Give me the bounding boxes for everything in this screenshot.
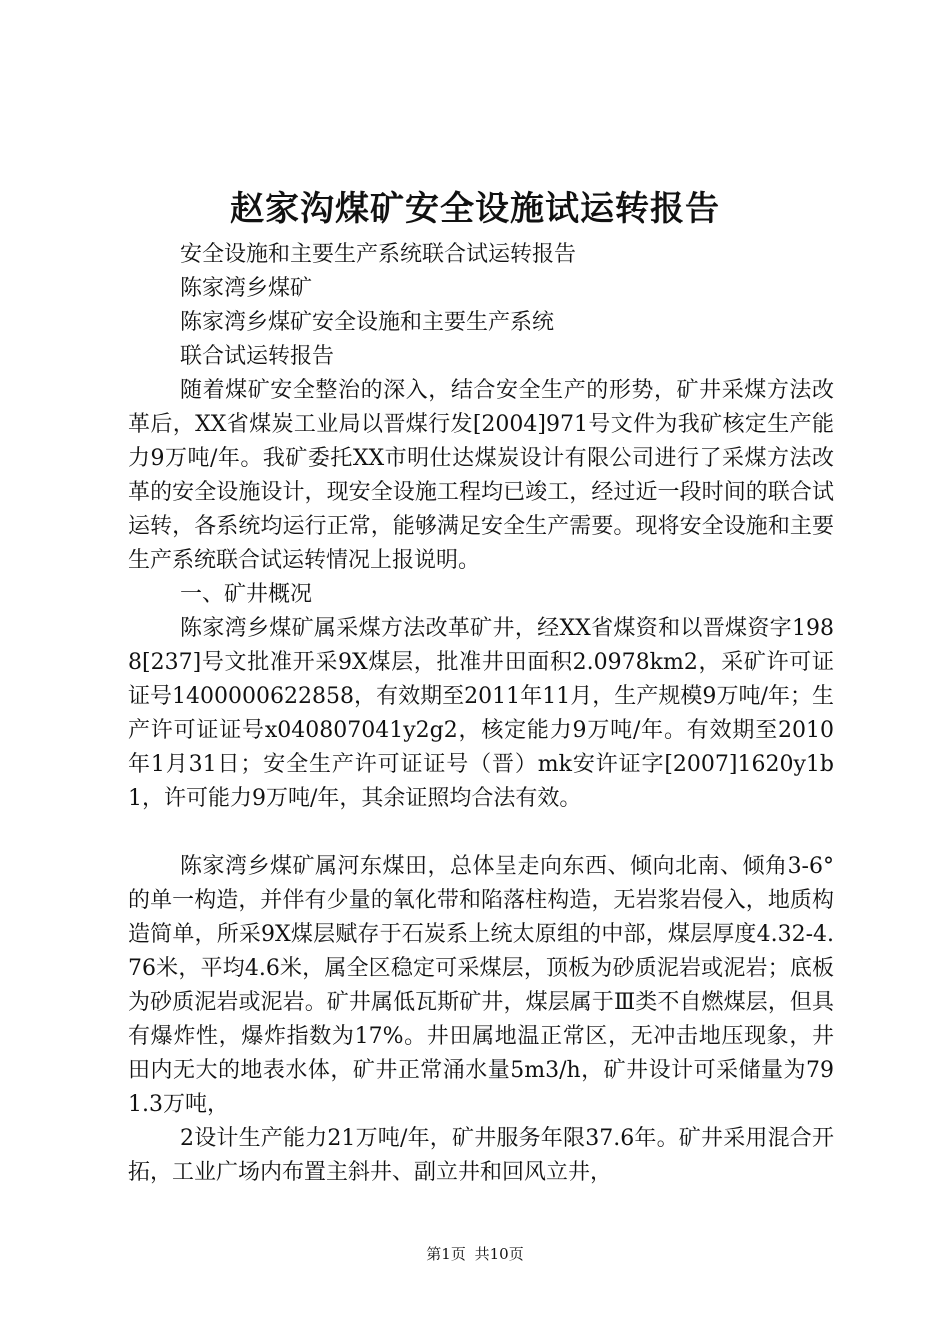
- page-total: 共10页: [474, 1245, 524, 1263]
- section-heading-overview: 一、矿井概况: [180, 582, 313, 607]
- paragraph-report-subject: 陈家湾乡煤矿安全设施和主要生产系统: [180, 310, 555, 335]
- page-number: 第1页: [426, 1245, 466, 1263]
- document-body: [128, 238, 834, 1190]
- paragraph-report-subject-cont: 联合试运转报告: [180, 344, 335, 369]
- paragraph-introduction: 随着煤矿安全整治的深入，结合安全生产的形势，矿井采煤方法改革后，XX省煤炭工业局以晋煤行发[2004]971号文件为我矿核定生产能力9万吨/年。我矿委托XX市明仕达煤炭设计有限公司进行了采煤方法改革的安全设施设计，现安全设施工程均已竣工，经过近一段时间的联合试运转，各系统均运行正常，能够满足安全生产需要。现将安全设施和主要生产系统联合试运转情况上报说明。: [128, 378, 834, 573]
- paragraph-heading-report: 安全设施和主要生产系统联合试运转报告: [180, 242, 577, 267]
- paragraph-mine-name: 陈家湾乡煤矿: [180, 276, 313, 301]
- document-title: 赵家沟煤矿安全设施试运转报告: [230, 189, 720, 229]
- paragraph-geology: 陈家湾乡煤矿属河东煤田，总体呈走向东西、倾向北南、倾角3-6°的单一构造，并伴有少量的氧化带和陷落柱构造，无岩浆岩侵入，地质构造简单，所采9X煤层赋存于石炭系上统太原组的中部，煤层厚度4.32-4.76米，平均4.6米，属全区稳定可采煤层，顶板为砂质泥岩或泥岩；底板为砂质泥岩或泥岩。矿井属低瓦斯矿井，煤层属于Ⅲ类不自燃煤层，但具有爆炸性，爆炸指数为17%。井田属地温正常区，无冲击地压现象，井田内无大的地表水体，矿井正常涌水量5m3/h，矿井设计可采储量为791.3万吨，: [128, 854, 834, 1117]
- paragraph-capacity: 2设计生产能力21万吨/年，矿井服务年限37.6年。矿井采用混合开拓，工业广场内布置主斜井、副立井和回风立井，: [128, 1126, 834, 1185]
- paragraph-licenses: 陈家湾乡煤矿属采煤方法改革矿井，经XX省煤资和以晋煤资字1988[237]号文批准开采9X煤层，批准井田面积2.0978km2，采矿许可证证号1400000622858，有效期至2011年11月，生产规模9万吨/年；生产许可证证号x040807041y2g2，核定能力9万吨/年。有效期至2010年1月31日；安全生产许可证证号（晋）mk安许证字[2007]1620y1b1，许可能力9万吨/年，其余证照均合法有效。: [128, 616, 834, 811]
- paragraph-spacer: [128, 816, 834, 850]
- page-footer: [0, 1244, 950, 1264]
